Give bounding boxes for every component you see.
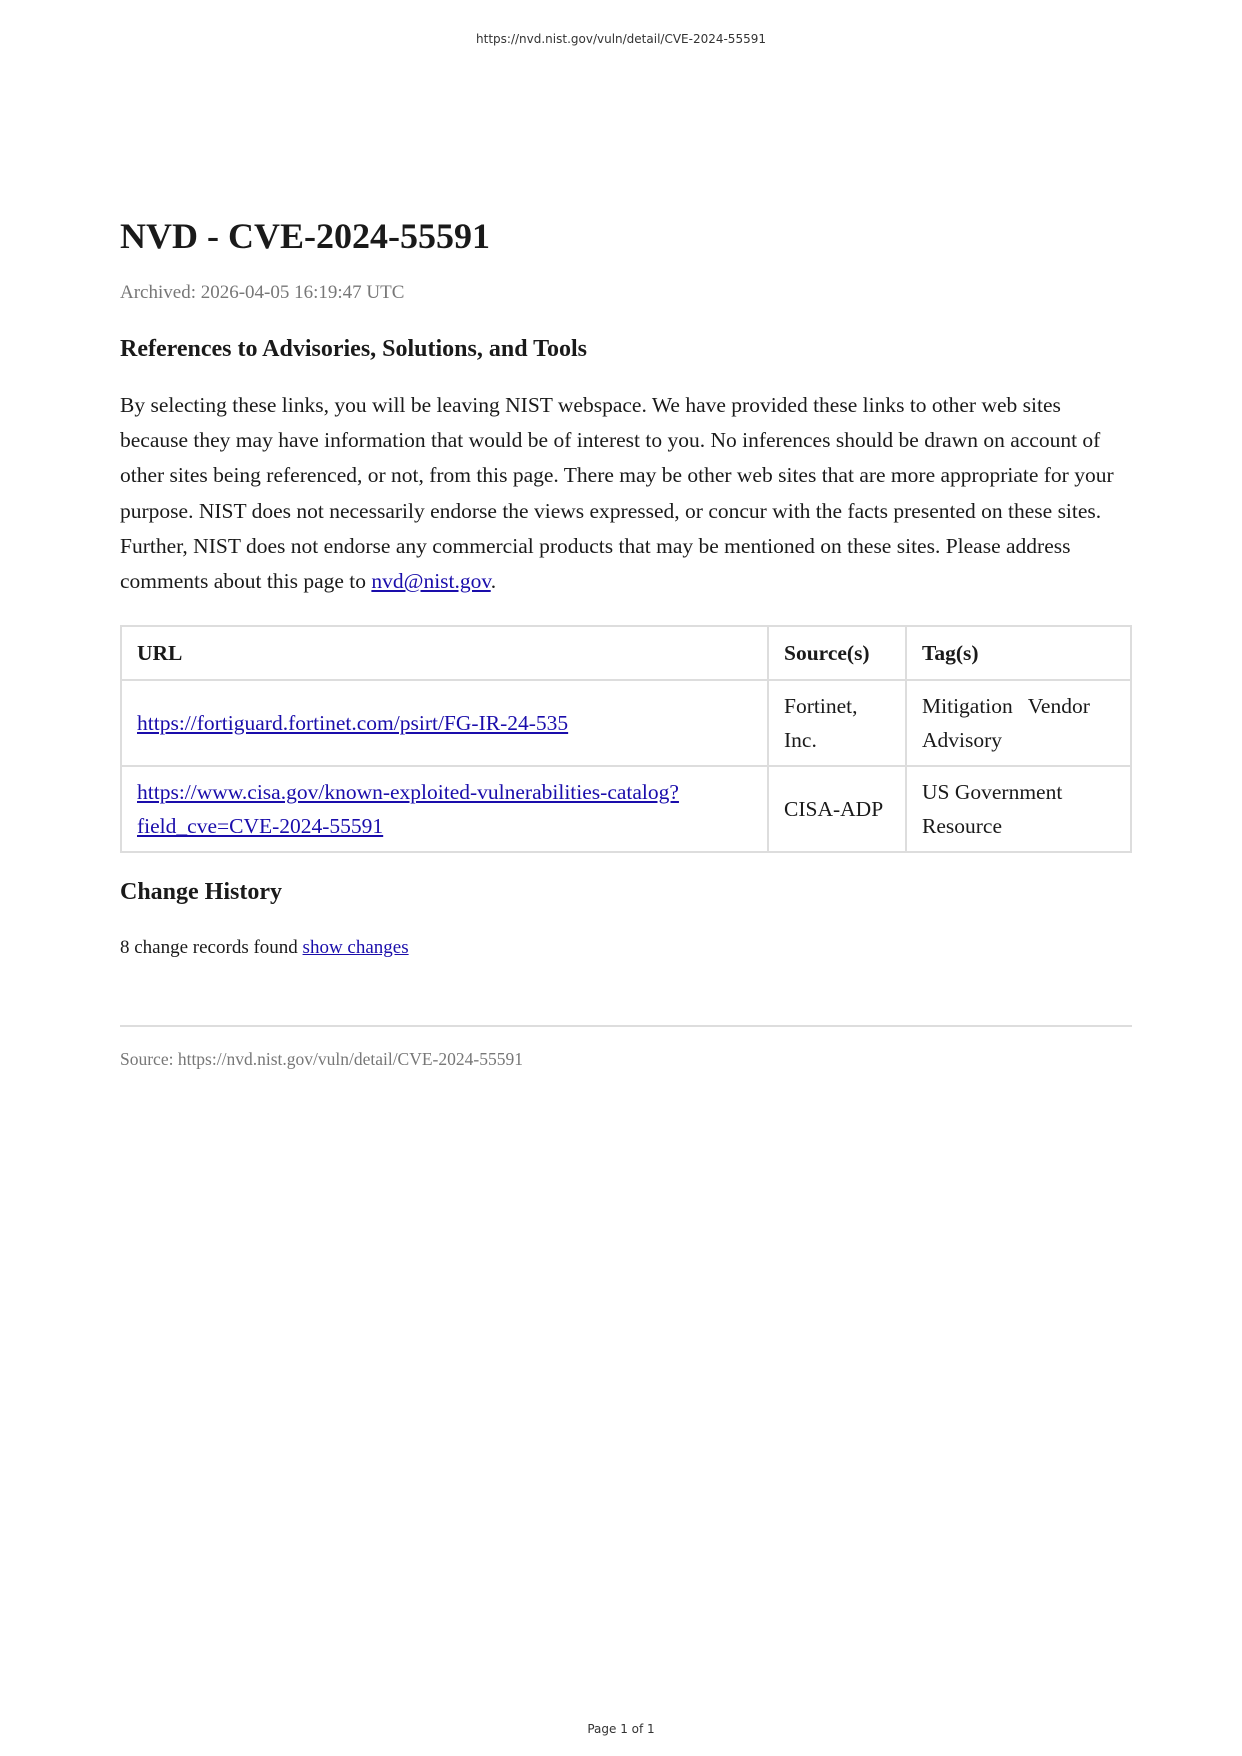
page-content (120, 212, 1132, 1071)
contact-email-link[interactable]: nvd@nist.gov (371, 569, 491, 594)
tag-vendor-advisory: Vendor Advisory (922, 694, 1090, 753)
column-header-tags: Tag(s) (906, 626, 1131, 680)
tag-mitigation: Mitigation (922, 694, 1013, 719)
reference-link-fortiguard[interactable]: https://fortiguard.fortinet.com/psirt/FG-IR-24-535 (137, 711, 569, 736)
disclaimer-text: By selecting these links, you will be leaving NIST webspace. We have provided these links to other web sites because they may have information that would be of interest to you. No inferences should be drawn on account of other sites being referenced, or not, from this page. There may be other web sites that are more appropriate for your purpose. NIST does not necessarily endorse the views expressed, or concur with the facts presented on these sites. Further, NIST does not endorse any commercial products that may be mentioned on these sites. Please address comments about this page to (120, 393, 1114, 594)
disclaimer-period: . (490, 569, 497, 594)
table-row (121, 680, 1131, 766)
archived-timestamp: Archived: 2026-04-05 16:19:47 UTC (120, 282, 405, 303)
column-header-sources: Source(s) (768, 626, 906, 680)
references-disclaimer (120, 388, 1132, 599)
reference-source-cell: Fortinet, Inc. (768, 680, 906, 766)
references-table (120, 625, 1132, 853)
cisa-link-line-1: https://www.cisa.gov/known-exploited-vulnerabilities-catalog? (137, 780, 679, 805)
change-history-heading: Change History (120, 879, 282, 906)
table-row (121, 766, 1131, 852)
change-records-count: 8 change records found (120, 937, 298, 959)
reference-link-cisa[interactable] (137, 780, 679, 838)
reference-tags-cell (906, 680, 1131, 766)
reference-url-cell (121, 766, 768, 852)
source-url: Source: https://nvd.nist.gov/vuln/detail/CVE-2024-55591 (120, 1049, 523, 1070)
tag-us-government-resource: US Government Resource (922, 780, 1063, 839)
print-header-url: https://nvd.nist.gov/vuln/detail/CVE-2024-55591 (476, 32, 766, 46)
references-heading: References to Advisories, Solutions, and Tools (120, 336, 587, 362)
page-number: Page 1 of 1 (587, 1722, 655, 1736)
reference-url-cell (121, 680, 768, 766)
column-header-url: URL (121, 626, 768, 680)
reference-source-cell: CISA-ADP (768, 766, 906, 852)
table-header-row (121, 626, 1131, 680)
cisa-link-line-2: field_cve=CVE-2024-55591 (137, 814, 384, 839)
change-records-line (120, 935, 1132, 961)
reference-tags-cell (906, 766, 1131, 852)
page-title: NVD - CVE-2024-55591 (120, 216, 490, 256)
show-changes-link[interactable]: show changes (302, 937, 409, 959)
footer-divider (120, 1025, 1132, 1027)
